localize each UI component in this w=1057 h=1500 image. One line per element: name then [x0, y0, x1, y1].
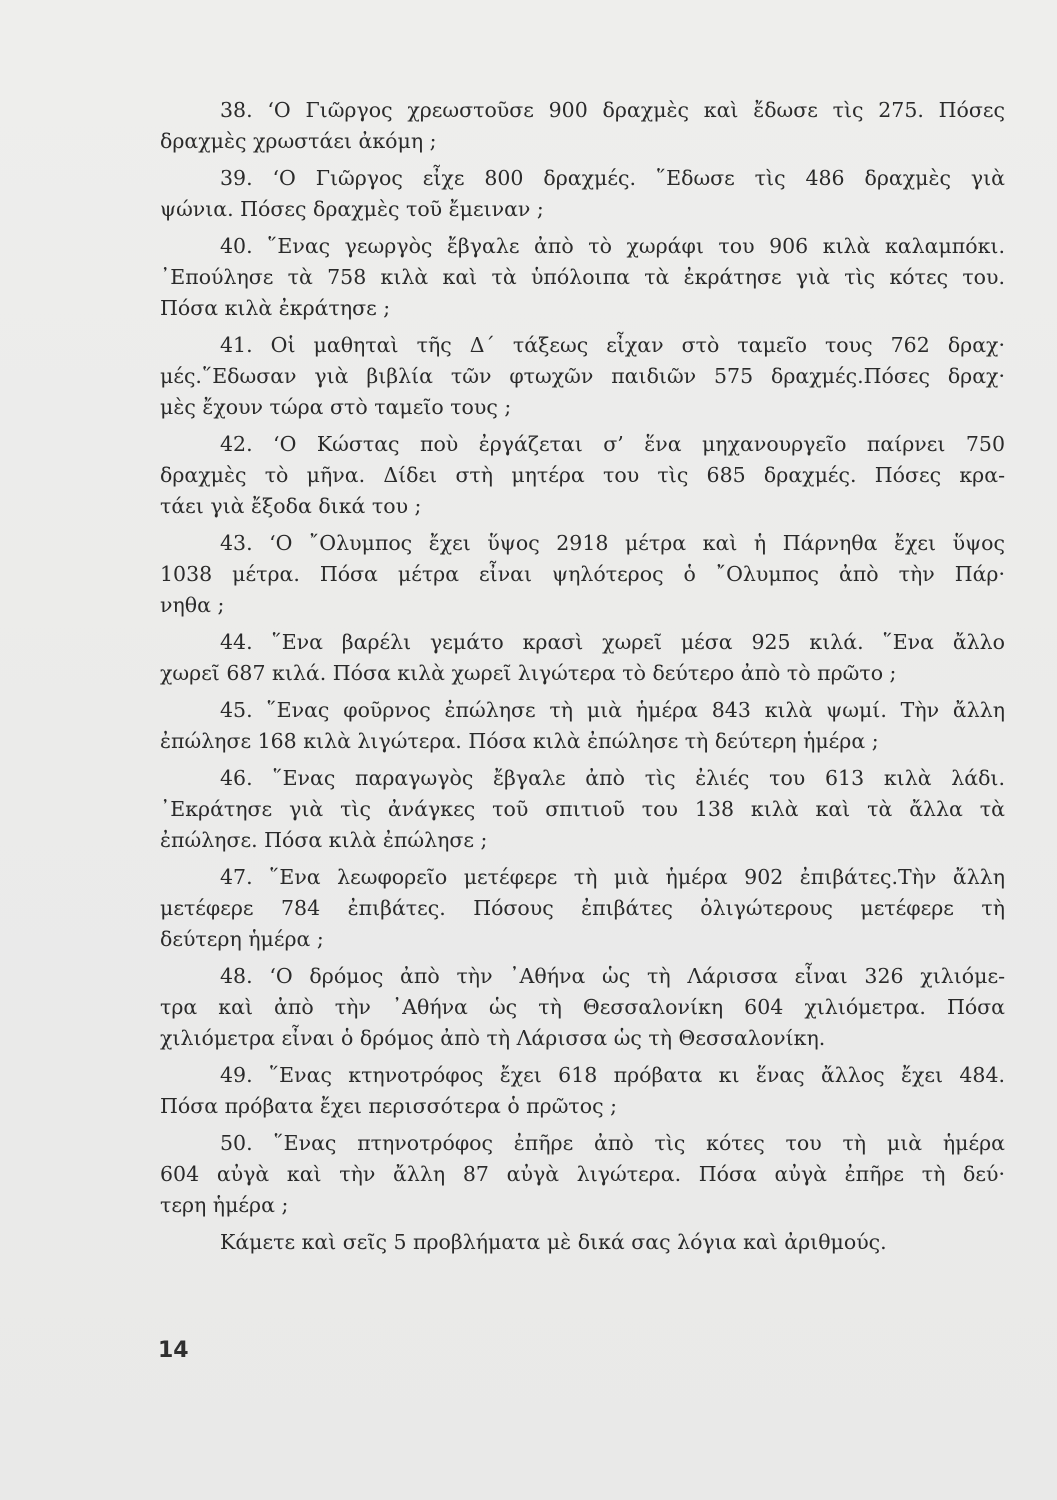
problem-line: 43. ‘Ο ῎Ολυμπος ἔχει ὕψος 2918 μέτρα καὶ ἡ Πάρνηθα ἔχει ὕψος: [220, 531, 1005, 555]
problem-line: ᾿Εκράτησε γιὰ τὶς ἀνάγκες τοῦ σπιτιοῦ του 138 κιλὰ καὶ τὰ ἄλλα τὰ: [160, 797, 1005, 821]
closing-line: Κάμετε καὶ σεῖς 5 προβλήματα μὲ δικά σας λόγια καὶ ἀριθμούς.: [220, 1230, 887, 1254]
problem-40: [160, 231, 1005, 324]
problem-line: 44. ῞Ενα βαρέλι γεμάτο κρασὶ χωρεῖ μέσα 925 κιλά. ῞Ενα ἄλλο: [220, 630, 1005, 654]
problem-line: μὲς ἔχουν τώρα στὸ ταμεῖο τους ;: [160, 395, 512, 419]
problem-line: 604 αὐγὰ καὶ τὴν ἄλλη 87 αὐγὰ λιγώτερα. Πόσα αὐγὰ ἐπῆρε τὴ δεύ·: [160, 1162, 1005, 1186]
problem-line: Πόσα πρόβατα ἔχει περισσότερα ὁ πρῶτος ;: [160, 1094, 618, 1118]
problem-line: μές.῞Εδωσαν γιὰ βιβλία τῶν φτωχῶν παιδιῶν 575 δραχμές.Πόσες δραχ·: [160, 364, 1005, 388]
problem-line: 49. ῞Ενας κτηνοτρόφος ἔχει 618 πρόβατα κι ἕνας ἄλλος ἔχει 484.: [220, 1063, 1005, 1087]
problem-line: 38. ‘Ο Γιῶργος χρεωστοῦσε 900 δραχμὲς καὶ ἔδωσε τὶς 275. Πόσες: [220, 98, 1005, 122]
problem-line: 47. ῞Ενα λεωφορεῖο μετέφερε τὴ μιὰ ἡμέρα 902 ἐπιβάτες.Τὴν ἄλλη: [220, 865, 1005, 889]
problem-line: ψώνια. Πόσες δραχμὲς τοῦ ἔμειναν ;: [160, 197, 544, 221]
problem-line: Πόσα κιλὰ ἐκράτησε ;: [160, 296, 391, 320]
problem-line: 41. Οἱ μαθηταὶ τῆς Δ΄ τάξεως εἶχαν στὸ ταμεῖο τους 762 δραχ·: [220, 333, 1005, 357]
problem-line: χιλιόμετρα εἶναι ὁ δρόμος ἀπὸ τὴ Λάρισσα ὡς τὴ Θεσσαλονίκη.: [160, 1026, 826, 1050]
problem-line: 42. ‘Ο Κώστας ποὺ ἐργάζεται σ’ ἕνα μηχανουργεῖο παίρνει 750: [220, 432, 1005, 456]
problem-46: [160, 763, 1005, 856]
problem-45: [160, 695, 1005, 757]
problem-line: ἐπώλησε 168 κιλὰ λιγώτερα. Πόσα κιλὰ ἐπώλησε τὴ δεύτερη ἡμέρα ;: [160, 729, 879, 753]
problem-line: δεύτερη ἡμέρα ;: [160, 927, 324, 951]
problem-line: 45. ῞Ενας φοῦρνος ἐπώλησε τὴ μιὰ ἡμέρα 843 κιλὰ ψωμί. Τὴν ἄλλη: [220, 698, 1005, 722]
problem-line: 46. ῞Ενας παραγωγὸς ἔβγαλε ἀπὸ τὶς ἐλιές του 613 κιλὰ λάδι.: [220, 766, 1005, 790]
problem-line: τρα καὶ ἀπὸ τὴν ᾿Αθήνα ὡς τὴ Θεσσαλονίκη 604 χιλιόμετρα. Πόσα: [160, 995, 1005, 1019]
problem-41: [160, 330, 1005, 423]
problem-44: [160, 627, 1005, 689]
problem-line: νηθα ;: [160, 593, 225, 617]
problem-line: ᾿Επούλησε τὰ 758 κιλὰ καὶ τὰ ὑπόλοιπα τὰ ἐκράτησε γιὰ τὶς κότες του.: [160, 265, 1005, 289]
problem-47: [160, 862, 1005, 955]
problem-line: 50. ῞Ενας πτηνοτρόφος ἐπῆρε ἀπὸ τὶς κότες του τὴ μιὰ ἡμέρα: [220, 1131, 1005, 1155]
problem-line: δραχμὲς τὸ μῆνα. Δίδει στὴ μητέρα του τὶς 685 δραχμές. Πόσες κρα-: [160, 463, 1005, 487]
problem-42: [160, 429, 1005, 522]
problem-list: [160, 95, 1005, 1264]
problem-39: [160, 163, 1005, 225]
problem-line: χωρεῖ 687 κιλά. Πόσα κιλὰ χωρεῖ λιγώτερα τὸ δεύτερο ἀπὸ τὸ πρῶτο ;: [160, 661, 897, 685]
problem-line: ἐπώλησε. Πόσα κιλὰ ἐπώλησε ;: [160, 828, 488, 852]
problem-line: 48. ‘Ο δρόμος ἀπὸ τὴν ᾿Αθήνα ὡς τὴ Λάρισσα εἶναι 326 χιλιόμε-: [220, 964, 1005, 988]
problem-48: [160, 961, 1005, 1054]
closing-instruction: [160, 1227, 1005, 1258]
problem-50: [160, 1128, 1005, 1221]
problem-line: δραχμὲς χρωστάει ἀκόμη ;: [160, 129, 437, 153]
problem-line: 1038 μέτρα. Πόσα μέτρα εἶναι ψηλότερος ὁ ῎Ολυμπος ἀπὸ τὴν Πάρ·: [160, 562, 1005, 586]
problem-43: [160, 528, 1005, 621]
problem-line: 40. ῞Ενας γεωργὸς ἔβγαλε ἀπὸ τὸ χωράφι του 906 κιλὰ καλαμπόκι.: [220, 234, 1005, 258]
problem-line: 39. ‘Ο Γιῶργος εἶχε 800 δραχμές. ῞Εδωσε τὶς 486 δραχμὲς γιὰ: [220, 166, 1005, 190]
page-number: 14: [158, 1338, 189, 1363]
problem-38: [160, 95, 1005, 157]
problem-line: τάει γιὰ ἔξοδα δικά του ;: [160, 494, 422, 518]
problem-line: μετέφερε 784 ἐπιβάτες. Πόσους ἐπιβάτες ὀλιγώτερους μετέφερε τὴ: [160, 896, 1005, 920]
problem-49: [160, 1060, 1005, 1122]
problem-line: τερη ἡμέρα ;: [160, 1193, 289, 1217]
